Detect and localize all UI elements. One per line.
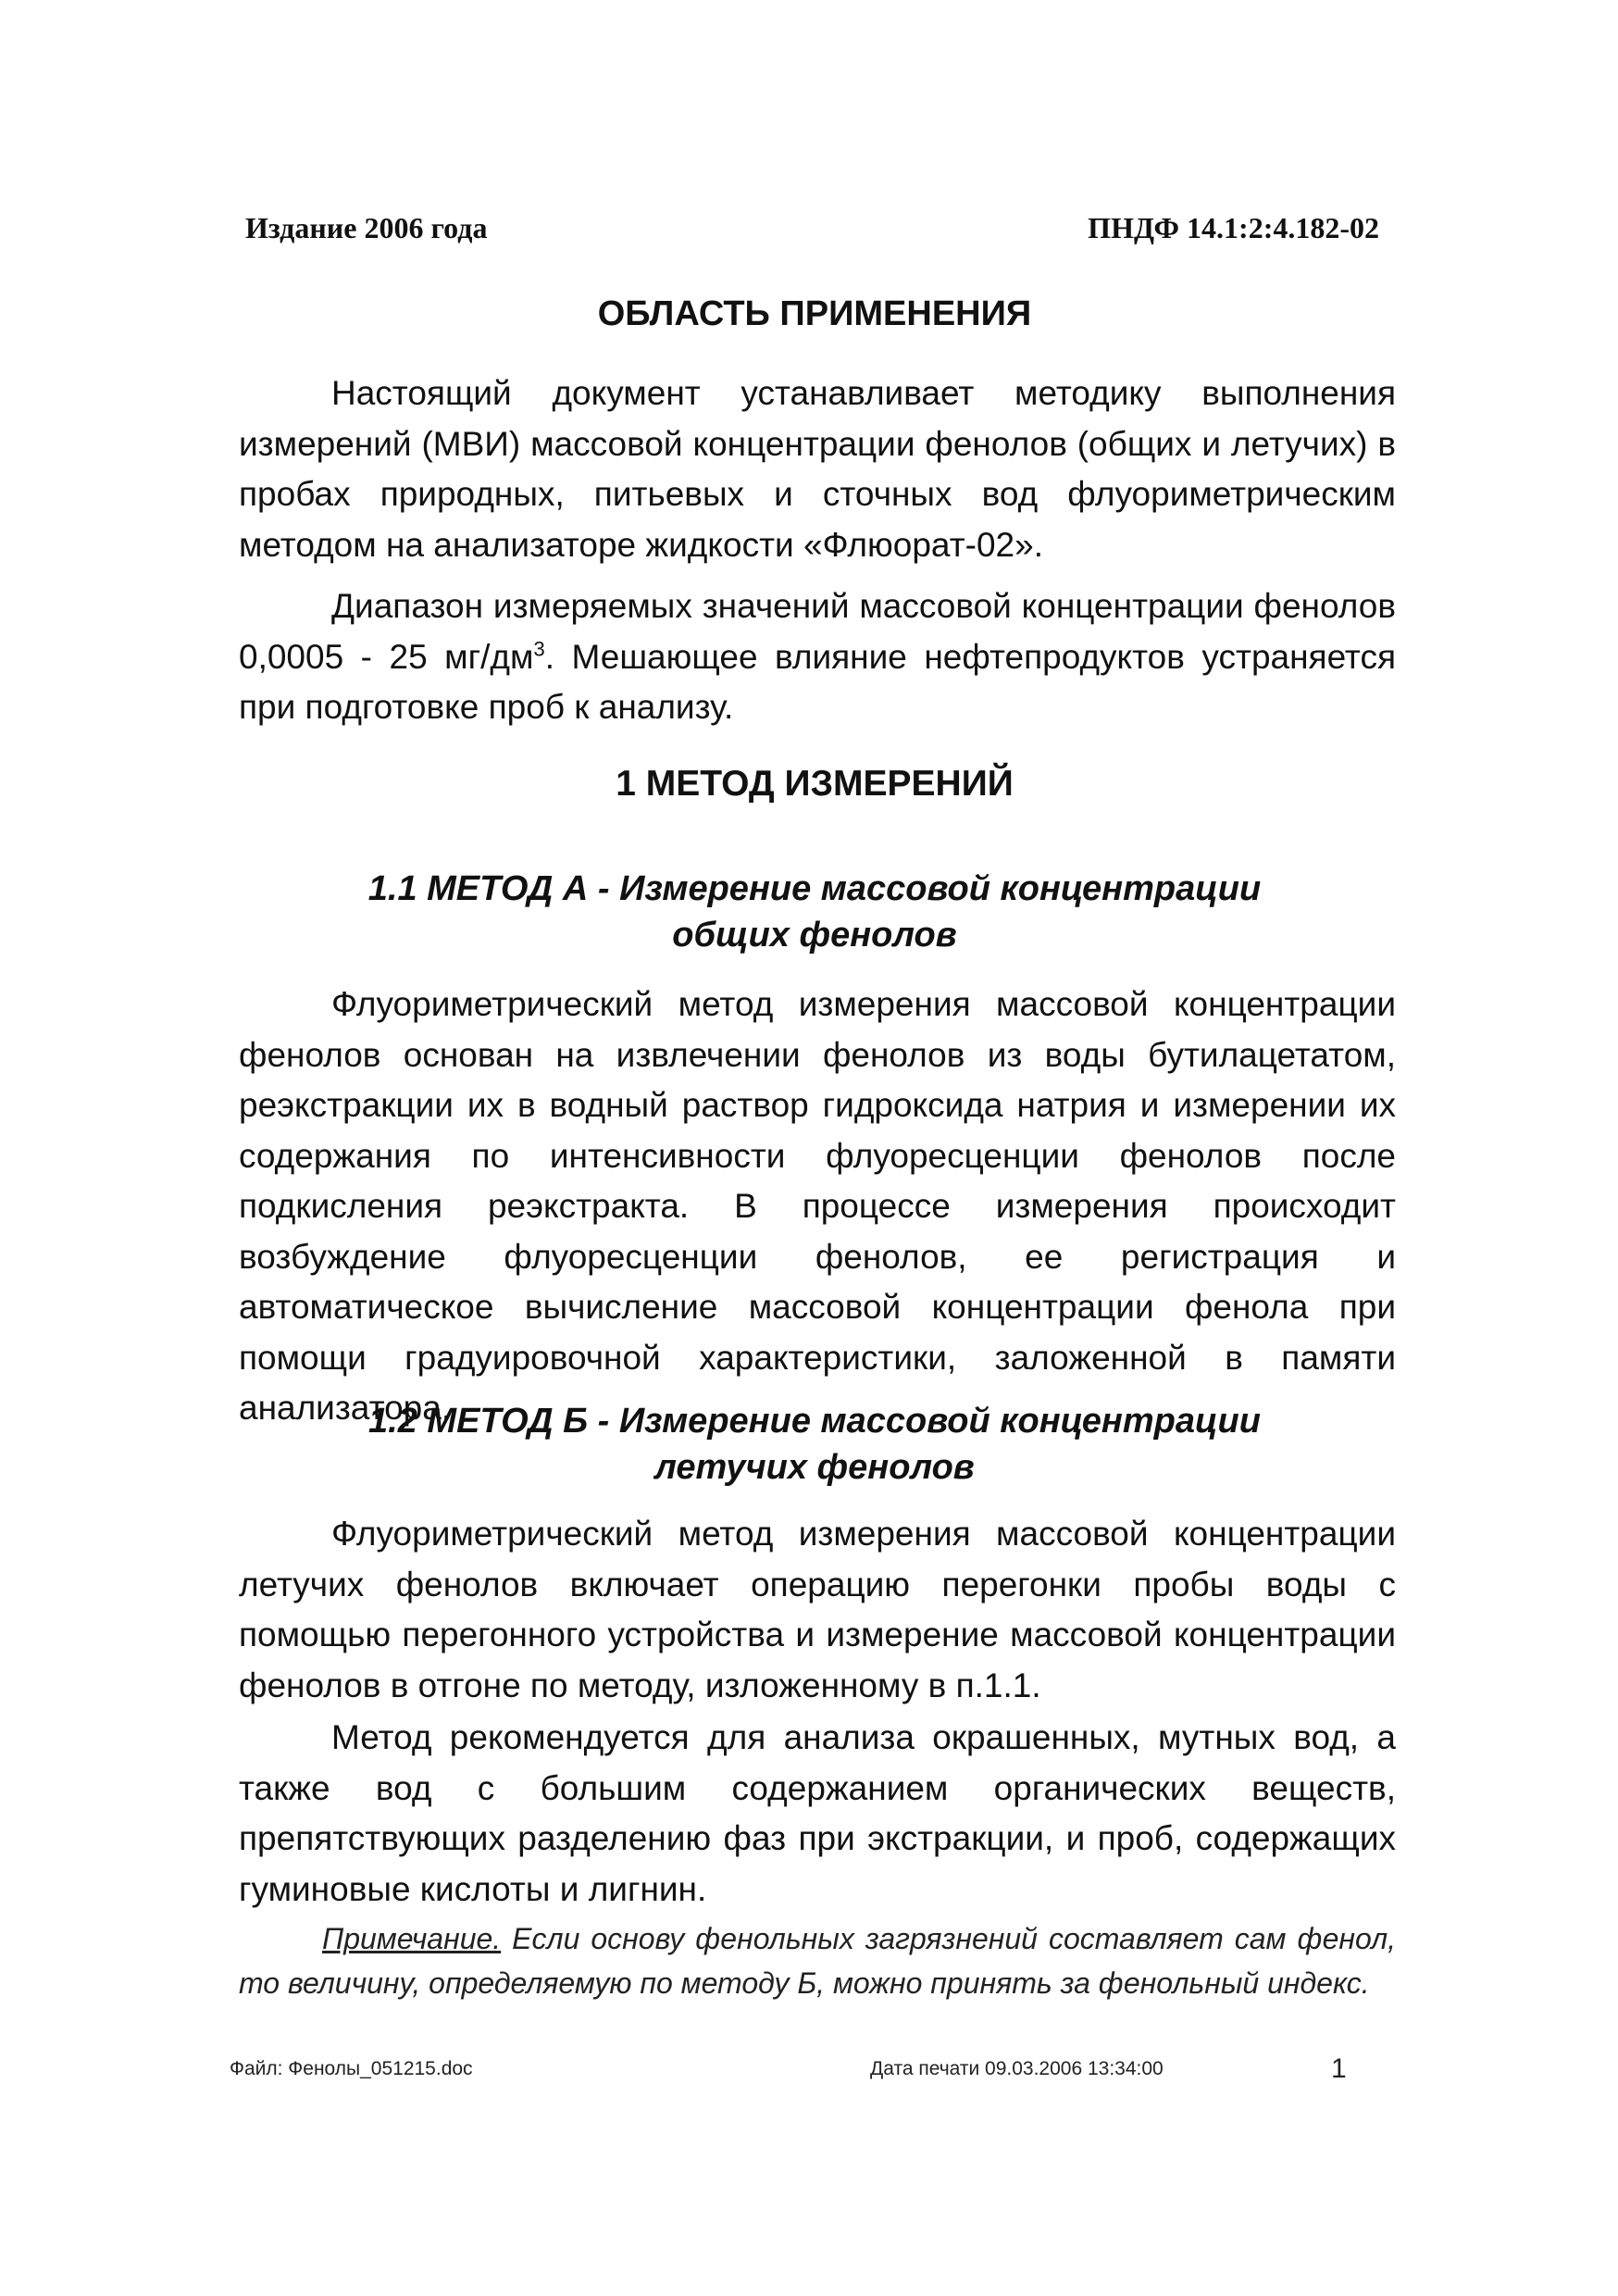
note-paragraph <box>239 1916 1396 2005</box>
scope-paragraph-2 <box>239 581 1396 733</box>
footer-print-date: Дата печати 09.03.2006 13:34:00 <box>870 2058 1164 2079</box>
subsection-1-1-title <box>241 866 1388 958</box>
section-1-title: 1 МЕТОД ИЗМЕРЕНИЙ <box>616 764 1014 804</box>
method-b-paragraph-1-text: Флуориметрический метод измерения массовой концентрации летучих фенолов включает операцию перегонки пробы воды с помощью перегонного устройства и измерение массовой концентрации фенолов в отгоне по методу, изложенному в п.1.1. <box>239 1515 1396 1704</box>
scope-paragraph-2-end: . Мешающее влияние нефтепродуктов устраняется при подготовке проб к анализу. <box>239 637 1396 726</box>
method-a-paragraph <box>239 980 1396 1434</box>
subsection-1-2-title <box>241 1398 1388 1491</box>
cubic-superscript: 3 <box>533 637 545 661</box>
method-b-paragraph-2 <box>239 1713 1396 1915</box>
method-b-paragraph-2-text: Метод рекомендуется для анализа окрашенных, мутных вод, а также вод с большим содержанием органических веществ, препятствующих разделению фаз при экстракции, и проб, содержащих гуминовые кислоты и лигнин. <box>239 1718 1396 1908</box>
method-b-paragraph-1 <box>239 1509 1396 1711</box>
edition-label: Издание 2006 года <box>245 211 488 244</box>
document-code: ПНДФ 14.1:2:4.182-02 <box>1088 211 1379 244</box>
subsection-1-1-title-line1: 1.1 МЕТОД А - Измерение массовой концентрации <box>367 869 1262 908</box>
subsection-1-1-title-line2: общих фенолов <box>672 916 957 955</box>
footer-file-name: Файл: Фенолы_051215.doc <box>230 2058 473 2079</box>
method-a-paragraph-text: Флуориметрический метод измерения массовой концентрации фенолов основан на извлечении фенолов из воды бутилацетатом, реэкстракции их в водный раствор гидроксида натрия и измерении их содержания по интенсивности флуоресценции фенолов после подкисления реэкстракта. В процессе измерения происходит возбуждение флуоресценции фенолов, ее регистрация и автоматическое вычисление массовой концентрации фенола при помощи градуировочной характеристики, заложенной в памяти анализатора. <box>239 985 1396 1427</box>
scope-title: ОБЛАСТЬ ПРИМЕНЕНИЯ <box>597 294 1032 333</box>
page-number: 1 <box>1331 2053 1347 2084</box>
note-label: Примечание. <box>322 1922 502 1955</box>
scope-paragraph-1 <box>239 368 1396 570</box>
scope-paragraph-2-text: Диапазон измеряемых значений массовой концентрации фенолов 0,0005 - 25 мг/дм <box>239 587 1396 676</box>
subsection-1-2-title-line1: 1.2 МЕТОД Б - Измерение массовой концентрации <box>368 1402 1261 1441</box>
scope-paragraph-1-text: Настоящий документ устанавливает методику выполнения измерений (МВИ) массовой концентрации фенолов (общих и летучих) в пробах природных, питьевых и сточных вод флуориметрическим методом на анализаторе жидкости «Флюорат-02». <box>239 374 1396 564</box>
note-text: Если основу фенольных загрязнений составляет сам фенол, то величину, определяемую по методу Б, можно принять за фенольный индекс. <box>239 1922 1396 2000</box>
subsection-1-2-title-line2: летучих фенолов <box>654 1448 975 1487</box>
